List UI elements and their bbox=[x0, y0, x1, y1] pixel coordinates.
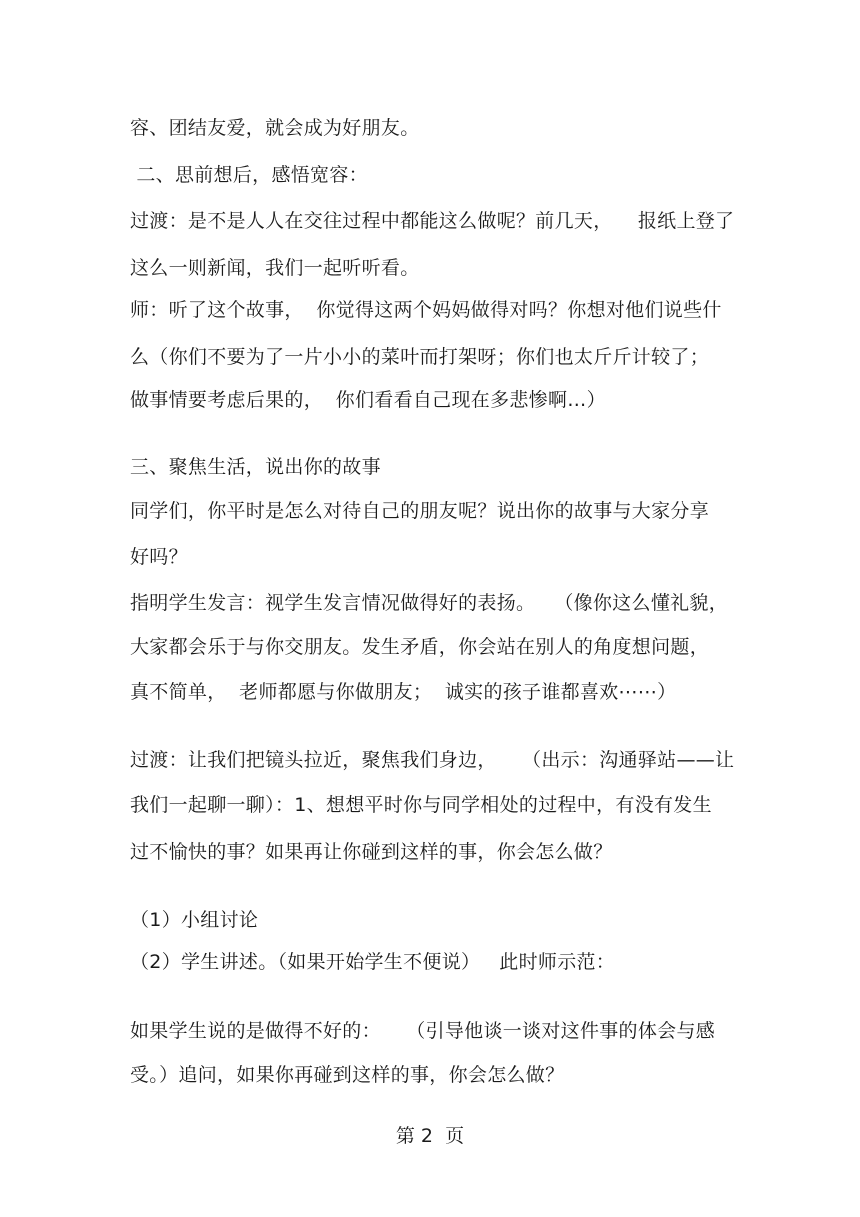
text-line: 过渡：是不是人人在交往过程中都能这么做呢？前几天， 报纸上登了 bbox=[130, 210, 735, 232]
page-number: 第 2 页 bbox=[395, 1125, 465, 1147]
text-line: 如果学生说的是做得不好的： （引导他谈一谈对这件事的体会与感 bbox=[130, 1020, 716, 1042]
text-line: 这么一则新闻，我们一起听听看。 bbox=[130, 257, 420, 279]
text-line: 过渡：让我们把镜头拉近，聚焦我们身边， （出示：沟通驿站——让 bbox=[130, 749, 735, 771]
list-item: （2）学生讲述。（如果开始学生不便说） 此时师示范： bbox=[130, 951, 616, 973]
text-line: 受。）追问，如果你再碰到这样的事，你会怎么做？ bbox=[130, 1064, 565, 1086]
text-line: 我们一起聊一聊）：1、想想平时你与同学相处的过程中，有没有发生 bbox=[130, 794, 712, 816]
list-item: （1）小组讨论 bbox=[130, 909, 259, 931]
section-heading: 二、思前想后，感悟宽容： bbox=[130, 164, 368, 186]
text-line: 好吗？ bbox=[130, 546, 188, 568]
text-line: 做事情要考虑后果的， 你们看看自己现在多悲惨啊…） bbox=[130, 389, 606, 411]
text-line: 真不简单， 老师都愿与你做朋友； 诚实的孩子谁都喜欢⋯⋯） bbox=[130, 681, 677, 703]
text-line: 指明学生发言：视学生发言情况做得好的表扬。 （像你这么懂礼貌， bbox=[130, 592, 729, 614]
text-line: 容、团结友爱，就会成为好朋友。 bbox=[130, 117, 420, 139]
text-line: 大家都会乐于与你交朋友。发生矛盾，你会站在别人的角度想问题， bbox=[130, 636, 710, 658]
text-line: 师：听了这个故事， 你觉得这两个妈妈做得对吗？你想对他们说些什 bbox=[130, 299, 722, 321]
text-line: 过不愉快的事？如果再让你碰到这样的事，你会怎么做？ bbox=[130, 841, 613, 863]
section-heading: 三、聚焦生活，说出你的故事 bbox=[130, 456, 381, 478]
text-line: 同学们，你平时是怎么对待自己的朋友呢？说出你的故事与大家分享 bbox=[130, 500, 710, 522]
text-line: 么（你们不要为了一片小小的菜叶而打架呀；你们也太斤斤计较了； bbox=[130, 346, 710, 368]
